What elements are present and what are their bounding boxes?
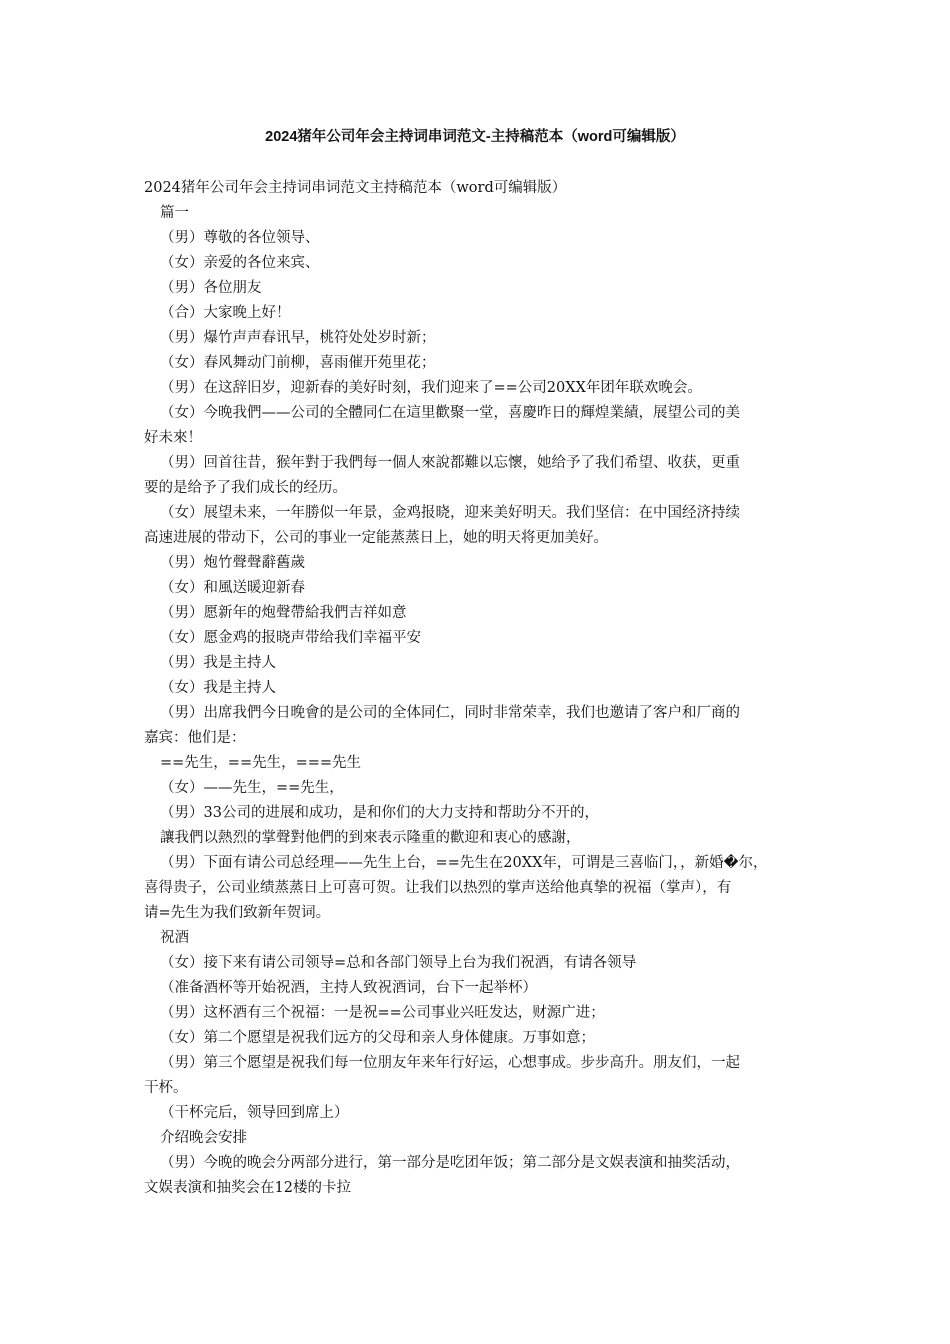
text-line: 高速进展的带动下，公司的事业一定能蒸蒸日上，她的明天将更加美好。 bbox=[144, 530, 608, 546]
text-line: 干杯。 bbox=[144, 1080, 188, 1096]
text-line: （男）下面有请公司总经理——先生上台，==先生在20XX年，可谓是三喜临门，，新婚�尔， bbox=[160, 855, 768, 871]
text-line: 请=先生为我们致新年贺词。 bbox=[144, 905, 331, 921]
text-line: （男）回首往昔，猴年對于我們每一個人來說都難以忘懷，她给予了我们希望、收获，更重 bbox=[160, 455, 740, 471]
text-line: （女）——先生，==先生， bbox=[160, 780, 344, 796]
text-line: 2024猪年公司年会主持词串词范文主持稿范本（word可编辑版） bbox=[144, 180, 567, 196]
text-line: （合）大家晚上好！ bbox=[160, 305, 291, 321]
text-line: 介绍晚会安排 bbox=[160, 1130, 247, 1146]
text-line: 篇一 bbox=[160, 205, 189, 221]
text-line: 嘉宾：他们是： bbox=[144, 730, 246, 746]
document-title: 2024猪年公司年会主持词串词范文-主持稿范本（word可编辑版） bbox=[265, 129, 685, 145]
text-line: （准备酒杯等开始祝酒，主持人致祝酒词，台下一起举杯） bbox=[160, 980, 537, 996]
text-line: （女）我是主持人 bbox=[160, 680, 276, 696]
text-line: （男）出席我們今日晚會的是公司的全体同仁，同时非常荣幸，我们也邀请了客户和厂商的 bbox=[160, 705, 740, 721]
text-line: 好未來！ bbox=[144, 430, 202, 446]
text-line: 要的是给予了我们成长的经历。 bbox=[144, 480, 347, 496]
text-line: （男）在这辞旧岁，迎新春的美好时刻，我们迎来了==公司20XX年团年联欢晚会。 bbox=[160, 380, 702, 396]
text-line: （男）今晚的晚会分两部分进行，第一部分是吃团年饭；第二部分是文娱表演和抽奖活动， bbox=[160, 1155, 740, 1171]
text-line: （男）各位朋友 bbox=[160, 280, 262, 296]
text-line: （男）我是主持人 bbox=[160, 655, 276, 671]
text-line: （女）愿金鸡的报晓声带给我们幸福平安 bbox=[160, 630, 421, 646]
text-line: （男）这杯酒有三个祝福：一是祝==公司事业兴旺发达，财源广进； bbox=[160, 1005, 605, 1021]
text-line: 祝酒 bbox=[160, 930, 189, 946]
text-line: （男）33公司的进展和成功，是和你们的大力支持和帮助分不开的， bbox=[160, 805, 599, 821]
text-line: （女）接下来有请公司领导=总和各部门领导上台为我们祝酒，有请各领导 bbox=[160, 955, 637, 971]
text-line: （女）春风舞动门前柳，喜雨催开苑里花； bbox=[160, 355, 436, 371]
text-line: 讓我們以熱烈的掌聲對他們的到來表示隆重的歡迎和衷心的感謝， bbox=[160, 830, 581, 846]
text-line: （干杯完后，领导回到席上） bbox=[160, 1105, 349, 1121]
document-body bbox=[144, 176, 816, 1201]
text-line: （男）愿新年的炮聲帶給我們吉祥如意 bbox=[160, 605, 407, 621]
text-line: 喜得贵子，公司业绩蒸蒸日上可喜可贺。让我们以热烈的掌声送给他真挚的祝福（掌声），有 bbox=[144, 880, 732, 896]
text-line: （女）展望未来，一年勝似一年景，金鸡报晓，迎来美好明天。我们坚信：在中国经济持续 bbox=[160, 505, 740, 521]
text-line: （女）亲爱的各位来宾、 bbox=[160, 255, 320, 271]
text-line: （男）炮竹聲聲辭舊歲 bbox=[160, 555, 305, 571]
text-line: （女）第二个愿望是祝我们远方的父母和亲人身体健康。万事如意； bbox=[160, 1030, 595, 1046]
text-line: ==先生，==先生，===先生 bbox=[160, 755, 362, 771]
text-line: （女）和風送暖迎新春 bbox=[160, 580, 305, 596]
text-line: 文娱表演和抽奖会在12楼的卡拉 bbox=[144, 1180, 351, 1196]
text-line: （男）尊敬的各位领导、 bbox=[160, 230, 320, 246]
text-line: （男）爆竹声声春讯早，桃符处处岁时新； bbox=[160, 330, 436, 346]
text-line: （男）第三个愿望是祝我们每一位朋友年来年行好运，心想事成。步步高升。朋友们，一起 bbox=[160, 1055, 740, 1071]
text-line: （女）今晚我們——公司的全體同仁在這里歡聚一堂，喜慶昨日的輝煌業績，展望公司的美 bbox=[160, 405, 740, 421]
